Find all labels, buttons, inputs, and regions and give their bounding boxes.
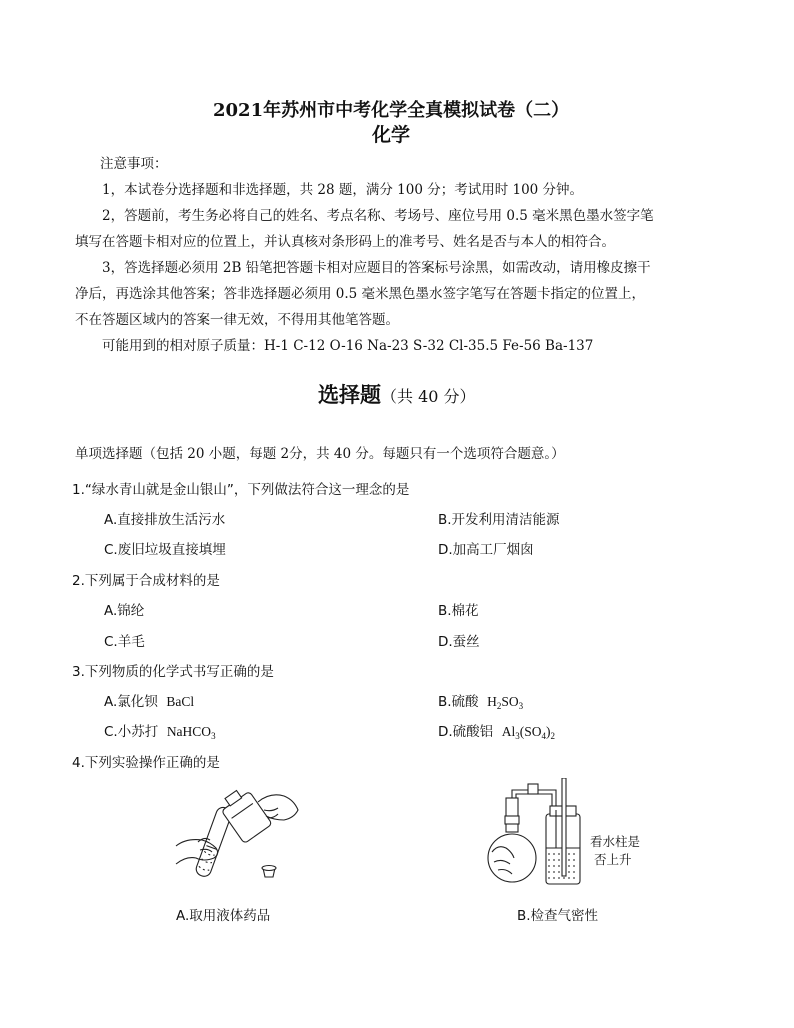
q4-note-line1: 看水柱是 bbox=[590, 834, 641, 849]
notes-line-2a: 2，答题前，考生务必将自己的姓名、考点名称、考场号、座位号用 0.5 毫米黑色墨水签字笔 bbox=[102, 208, 654, 224]
q2-option-b: B.棉花 bbox=[438, 603, 479, 619]
section-points: （共 40 分） bbox=[381, 387, 476, 406]
q2-option-a: A.锦纶 bbox=[104, 603, 145, 619]
q1-stem: 1.“绿水青山就是金山银山”，下列做法符合这一理念的是 bbox=[72, 482, 410, 498]
airtightness-check-illustration bbox=[486, 778, 606, 893]
q1-option-a: A.直接排放生活污水 bbox=[104, 512, 226, 528]
exam-title: 2021年苏州市中考化学全真模拟试卷（二） bbox=[213, 100, 570, 121]
notes-line-3c: 不在答题区域内的答案一律无效，不得用其他笔答题。 bbox=[75, 312, 399, 328]
q1-option-b: B.开发利用清洁能源 bbox=[438, 512, 560, 528]
section-heading bbox=[318, 379, 476, 409]
q4-note-line2: 否上升 bbox=[594, 852, 632, 867]
notes-line-2b: 填写在答题卡相对应的位置上，并认真核对条形码上的准考号、姓名是否与本人的相符合。 bbox=[75, 234, 615, 250]
q3-option-c: C.小苏打 NaHCO$_3$ bbox=[104, 724, 216, 741]
atomic-mass-line: 可能用到的相对原子质量：H-1 C-12 O-16 Na-23 S-32 Cl-35.5 Fe-56 Ba-137 bbox=[102, 338, 594, 354]
q4-option-a-caption: A.取用液体药品 bbox=[176, 908, 271, 924]
q1-option-c: C.废旧垃圾直接填埋 bbox=[104, 542, 226, 558]
q3-option-a: A.氯化钡 BaCl bbox=[104, 694, 195, 710]
subject-title: 化学 bbox=[372, 124, 411, 146]
notes-line-3a: 3，答选择题必须用 2B 铅笔把答题卡相对应题目的答案标号涂黑，如需改动，请用橡皮擦干 bbox=[102, 260, 651, 276]
q1-option-d: D.加高工厂烟囱 bbox=[438, 542, 534, 558]
q2-option-c: C.羊毛 bbox=[104, 634, 145, 650]
q4-stem: 4.下列实验操作正确的是 bbox=[72, 755, 220, 771]
q3-option-b: B.硫酸 $H_2SO_3$ bbox=[438, 694, 524, 711]
notes-line-3b: 净后，再选涂其他答案；答非选择题必须用 0.5 毫米黑色墨水签字笔写在答题卡指定的位置上， bbox=[75, 286, 646, 302]
q2-stem: 2.下列属于合成材料的是 bbox=[72, 573, 220, 589]
q3-option-d: D.硫酸铝 $Al_3(SO_4)_2$ bbox=[438, 724, 556, 741]
section-title: 选择题 bbox=[318, 382, 381, 407]
pour-liquid-illustration bbox=[168, 788, 308, 898]
q2-option-d: D.蚕丝 bbox=[438, 634, 480, 650]
q4-option-b-caption: B.检查气密性 bbox=[517, 908, 599, 924]
notes-line-1: 1，本试卷分选择题和非选择题，共 28 题，满分 100 分；考试用时 100 分钟。 bbox=[102, 182, 584, 198]
q3-stem: 3.下列物质的化学式书写正确的是 bbox=[72, 664, 274, 680]
section-instruction: 单项选择题（包括 20 小题，每题 2分，共 40 分。每题只有一个选项符合题意。） bbox=[75, 446, 565, 462]
notes-heading: 注意事项： bbox=[100, 156, 168, 172]
